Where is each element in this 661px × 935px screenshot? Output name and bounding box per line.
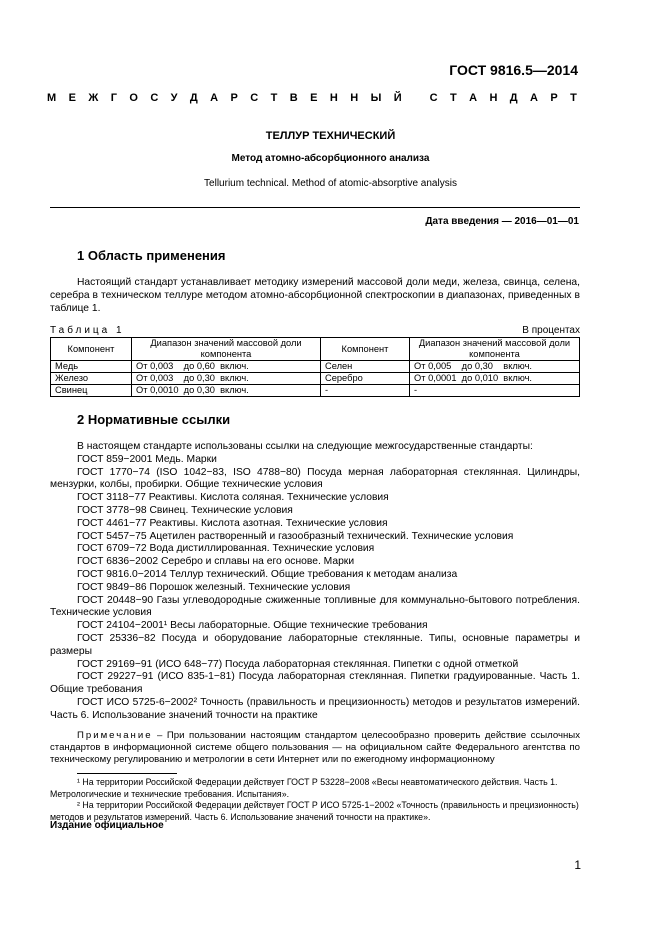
table-cell: От 0,005 до 0,30 включ. xyxy=(410,361,580,373)
reference-item: ГОСТ ИСО 5725-6−2002² Точность (правильность и прецизионность) методов и результатов измерений. Часть 6. Использование значений точности на практике xyxy=(50,696,580,721)
document-subtitle-en: Tellurium technical. Method of atomic-absorptive analysis xyxy=(204,178,457,189)
page-number: 1 xyxy=(574,858,581,872)
table-cell: От 0,0010 до 0,30 включ. xyxy=(132,385,321,397)
banner-letter: Т xyxy=(270,92,278,104)
references-note xyxy=(50,730,580,766)
banner-letter: С xyxy=(250,92,259,104)
banner-letter: Н xyxy=(329,92,338,104)
reference-item: ГОСТ 859−2001 Медь. Марки xyxy=(77,453,217,465)
banner-letter: Е xyxy=(310,92,318,104)
table-header-cell: Компонент xyxy=(321,338,410,361)
note-label: Примечание xyxy=(77,730,153,741)
reference-item: ГОСТ 5457−75 Ацетилен растворенный и газообразный технический. Технические условия xyxy=(77,530,514,542)
official-edition-label: Издание официальное xyxy=(50,820,164,831)
banner-letter: Т xyxy=(570,92,577,104)
interstate-standard-banner xyxy=(47,92,577,104)
banner-letter: Й xyxy=(393,92,402,104)
table-row xyxy=(51,361,580,373)
footnotes xyxy=(50,777,580,823)
banner-letter: Д xyxy=(509,92,518,104)
section-2-heading: 2 Нормативные ссылки xyxy=(77,412,231,427)
footnote-item: ² На территории Российской Федерации действует ГОСТ Р ИСО 5725-1−2002 «Точность (правильность и прецизионность) методов и результатов измерений. Часть 6. Использование значений точности на практике». xyxy=(50,800,579,822)
reference-item: ГОСТ 9816.0−2014 Теллур технический. Общие требования к методам анализа xyxy=(77,568,458,580)
banner-letter: С xyxy=(150,92,159,104)
table-1 xyxy=(50,337,580,397)
reference-item: ГОСТ 6709−72 Вода дистиллированная. Технические условия xyxy=(77,543,375,555)
references-intro: В настоящем стандарте использованы ссылки на следующие межгосударственные стандарты: xyxy=(77,441,533,452)
table-1-units: В процентах xyxy=(522,325,580,336)
table-header-cell: Диапазон значений массовой доли компонента xyxy=(132,338,321,361)
banner-letter: Д xyxy=(189,92,198,104)
footnote-item: ¹ На территории Российской Федерации действует ГОСТ Р 53228−2008 «Весы неавтоматического действия. Часть 1. Метрологические и технические требования. Испытания». xyxy=(50,777,558,799)
table-cell: Свинец xyxy=(51,385,132,397)
table-header-cell: Компонент xyxy=(51,338,132,361)
table-1-caption: Таблица 1 xyxy=(50,325,125,336)
banner-letter: А xyxy=(530,92,538,104)
table-cell: Серебро xyxy=(321,373,410,385)
header-rule xyxy=(50,207,580,208)
banner-letter: С xyxy=(429,92,438,104)
table-cell: От 0,003 до 0,30 включ. xyxy=(132,373,321,385)
banner-letter: Ж xyxy=(88,92,99,104)
reference-item: ГОСТ 29227−91 (ИСО 835-1−81) Посуда лабораторная стеклянная. Пипетки градуированные. Часть 1. Общие требования xyxy=(50,671,580,696)
banner-letter: Н xyxy=(489,92,498,104)
document-subtitle-ru: Метод атомно-абсорбционного анализа xyxy=(231,153,430,164)
reference-item: ГОСТ 3118−77 Реактивы. Кислота соляная. Технические условия xyxy=(77,492,389,504)
banner-letter: А xyxy=(210,92,219,104)
banner-letter: Н xyxy=(350,92,359,104)
banner-letter: М xyxy=(47,92,57,104)
effective-date: Дата введения — 2016—01—01 xyxy=(425,216,579,227)
reference-item: ГОСТ 4461−77 Реактивы. Кислота азотная. Технические условия xyxy=(77,517,388,529)
table-header-cell: Диапазон значений массовой доли компонента xyxy=(410,338,580,361)
gost-number: ГОСТ 9816.5—2014 xyxy=(449,62,578,78)
section-1-text xyxy=(50,276,580,315)
table-cell: - xyxy=(321,385,410,397)
banner-letter: Т xyxy=(449,92,457,104)
reference-item: ГОСТ 9849−86 Порошок железный. Технические условия xyxy=(77,581,351,593)
banner-letter: В xyxy=(289,92,298,104)
document-title: ТЕЛЛУР ТЕХНИЧЕСКИЙ xyxy=(265,130,396,142)
table-row xyxy=(51,385,580,397)
normative-references xyxy=(50,441,580,723)
reference-item: ГОСТ 24104−2001¹ Весы лабораторные. Общие технические требования xyxy=(77,620,428,632)
banner-letter: У xyxy=(170,92,178,104)
table-cell: От 0,003 до 0,60 включ. xyxy=(132,361,321,373)
banner-letter: Г xyxy=(110,92,117,104)
banner-letter: Р xyxy=(550,92,558,104)
reference-item: ГОСТ 3778−98 Свинец. Технические условия xyxy=(77,504,293,516)
reference-item: ГОСТ 1770−74 (ISO 1042−83, ISO 4788−80) Посуда мерная лабораторная стеклянная. Цилиндры, мензурки, колбы, пробирки. Общие технические условия xyxy=(50,466,580,491)
table-header-row xyxy=(51,338,580,361)
reference-item: ГОСТ 25336−82 Посуда и оборудование лабораторные стеклянные. Типы, основные параметры и размеры xyxy=(50,632,580,657)
section-1-paragraph: Настоящий стандарт устанавливает методику измерений массовой доли меди, железа, свинца, селена, серебра в техническом теллуре методом атомно-абсорбционной спектроскопии в диапазонах, приведенных в таблице 1. xyxy=(50,277,580,314)
table-cell: Медь xyxy=(51,361,132,373)
banner-letter: А xyxy=(469,92,478,104)
banner-letter xyxy=(414,92,417,104)
reference-item: ГОСТ 6836−2002 Серебро и сплавы на его основе. Марки xyxy=(77,556,355,568)
banner-letter: Е xyxy=(68,92,76,104)
table-1-caption-row xyxy=(50,325,580,336)
table-cell: Железо xyxy=(51,373,132,385)
reference-item: ГОСТ 29169−91 (ИСО 648−77) Посуда лабораторная стеклянная. Пипетки с одной отметкой xyxy=(77,658,519,670)
banner-letter: Р xyxy=(230,92,238,104)
section-1-heading: 1 Область применения xyxy=(77,248,226,263)
table-cell: Селен xyxy=(321,361,410,373)
banner-letter: О xyxy=(129,92,138,104)
table-cell: От 0,0001 до 0,010 включ. xyxy=(410,373,580,385)
reference-item: ГОСТ 20448−90 Газы углеводородные сжиженные топливные для коммунально-бытового потребления. Технические условия xyxy=(50,594,580,619)
table-cell: - xyxy=(410,385,580,397)
table-row xyxy=(51,373,580,385)
footnote-rule xyxy=(77,773,177,774)
banner-letter: Ы xyxy=(370,92,382,104)
note-text: – При пользовании настоящим стандартом целесообразно проверить действие ссылочных стандартов в информационной системе общего пользования — на официальном сайте Федерального агентства по техническому регулированию и метрологии в сети Интернет или по ежегодному информационному xyxy=(50,730,580,765)
